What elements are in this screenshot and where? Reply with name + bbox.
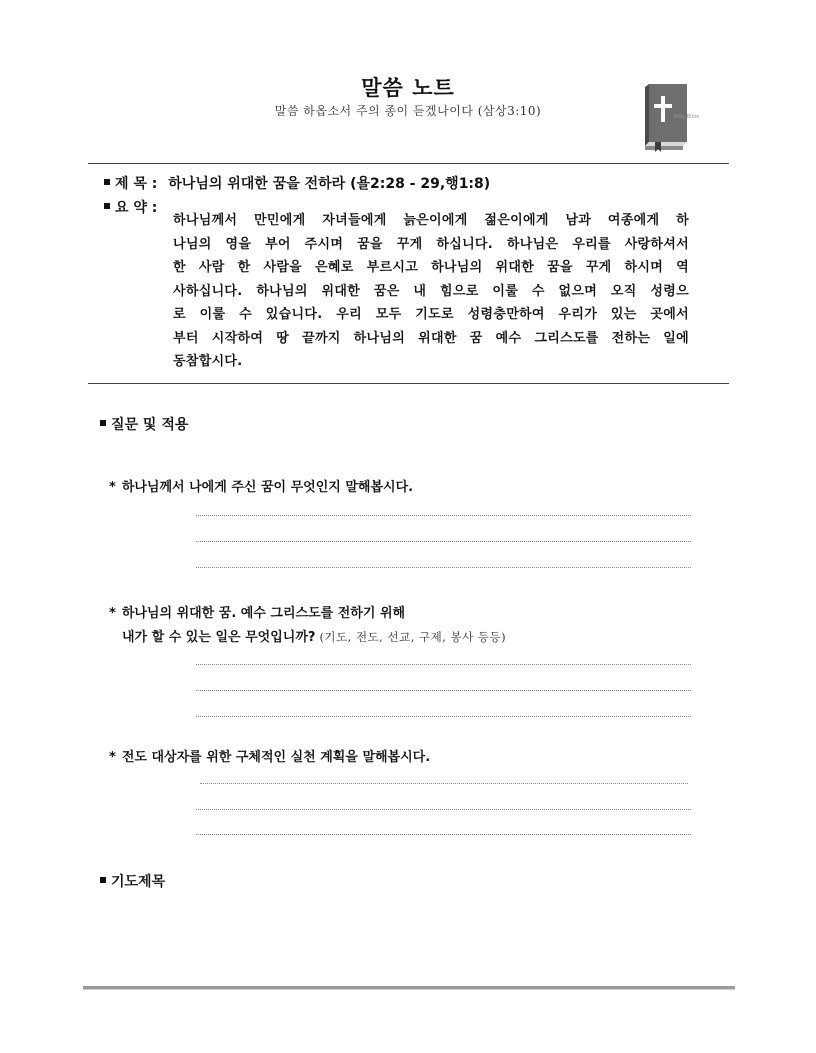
page-subtitle: 말씀 하옵소서 주의 종이 듣겠나이다 (삼상3:10) [274, 104, 542, 118]
page-title: 말씀 노트 [361, 76, 455, 100]
summary-line: 사하십니다. 하나님의 위대한 꿈은 내 힘으로 이룰 수 없으며 오직 성령으 [173, 283, 689, 299]
question-2-note: (기도, 전도, 선교, 구제, 봉사 등등) [319, 630, 507, 644]
sermon-title: 하나님의 위대한 꿈을 전하라 (욜2:28 - 29,행1:8) [168, 176, 491, 192]
square-bullet-icon [100, 877, 106, 883]
answer-line[interactable] [196, 515, 691, 516]
star-bullet: * [109, 750, 116, 765]
summary-line: 로 이룰 수 있습니다. 우리 모두 기도로 성령충만하여 우리가 있는 곳에서 [173, 307, 689, 322]
answer-line[interactable] [196, 690, 691, 691]
question-2 [109, 602, 405, 621]
summary-text [173, 209, 689, 374]
question-2-line2: 내가 할 수 있는 일은 무엇입니까? [122, 630, 316, 645]
star-bullet: * [109, 606, 116, 621]
answer-line[interactable] [196, 716, 691, 717]
question-2-second-line [122, 626, 506, 645]
summary-line: 하나님께서 만민에게 자녀들에게 늙은이에게 젊은이에게 남과 여종에게 하 [173, 213, 689, 228]
star-bullet: * [109, 480, 116, 495]
square-bullet-icon [104, 203, 110, 209]
answer-line[interactable] [196, 664, 691, 665]
footer-divider [83, 986, 735, 990]
book-spine-text: Holy Bible [674, 114, 700, 120]
question-1 [109, 476, 413, 495]
square-bullet-icon [104, 179, 110, 185]
answer-line[interactable] [200, 783, 688, 784]
summary-line: 나님의 영을 부어 주시며 꿈을 꾸게 하십니다. 하나님은 우리를 사랑하셔서 [173, 236, 689, 252]
question-1-text: 하나님께서 나에게 주신 꿈이 무엇인지 말해봅시다. [121, 480, 414, 495]
question-3 [109, 746, 430, 765]
summary-label-row [104, 197, 157, 217]
answer-line[interactable] [196, 834, 691, 835]
summary-label: 요 약 : [115, 200, 158, 216]
prayer-heading-text: 기도제목 [111, 874, 166, 890]
summary-line: 부터 시작하여 땅 끝까지 하나님의 위대한 꿈 예수 그리스도를 전하는 일에 [173, 330, 689, 346]
title-label: 제 목 : [115, 176, 158, 192]
summary-line: 한 사람 한 사람을 은혜로 부르시고 하나님의 위대한 꿈을 꾸게 하시며 역 [173, 260, 689, 275]
top-divider [88, 163, 729, 164]
middle-divider [88, 383, 729, 384]
question-3-text: 전도 대상자를 위한 구체적인 실천 계획을 말해봅시다. [121, 750, 431, 765]
square-bullet-icon [100, 420, 106, 426]
questions-heading-text: 질문 및 적용 [111, 417, 189, 433]
answer-line[interactable] [196, 809, 691, 810]
bible-icon [641, 82, 700, 152]
question-2-line1: 하나님의 위대한 꿈. 예수 그리스도를 전하기 위해 [121, 606, 406, 621]
prayer-heading [100, 871, 165, 891]
summary-line: 동참합시다. [173, 354, 243, 369]
answer-line[interactable] [196, 541, 691, 542]
questions-heading [100, 414, 188, 434]
sermon-title-row [104, 173, 490, 193]
answer-line[interactable] [196, 567, 691, 568]
